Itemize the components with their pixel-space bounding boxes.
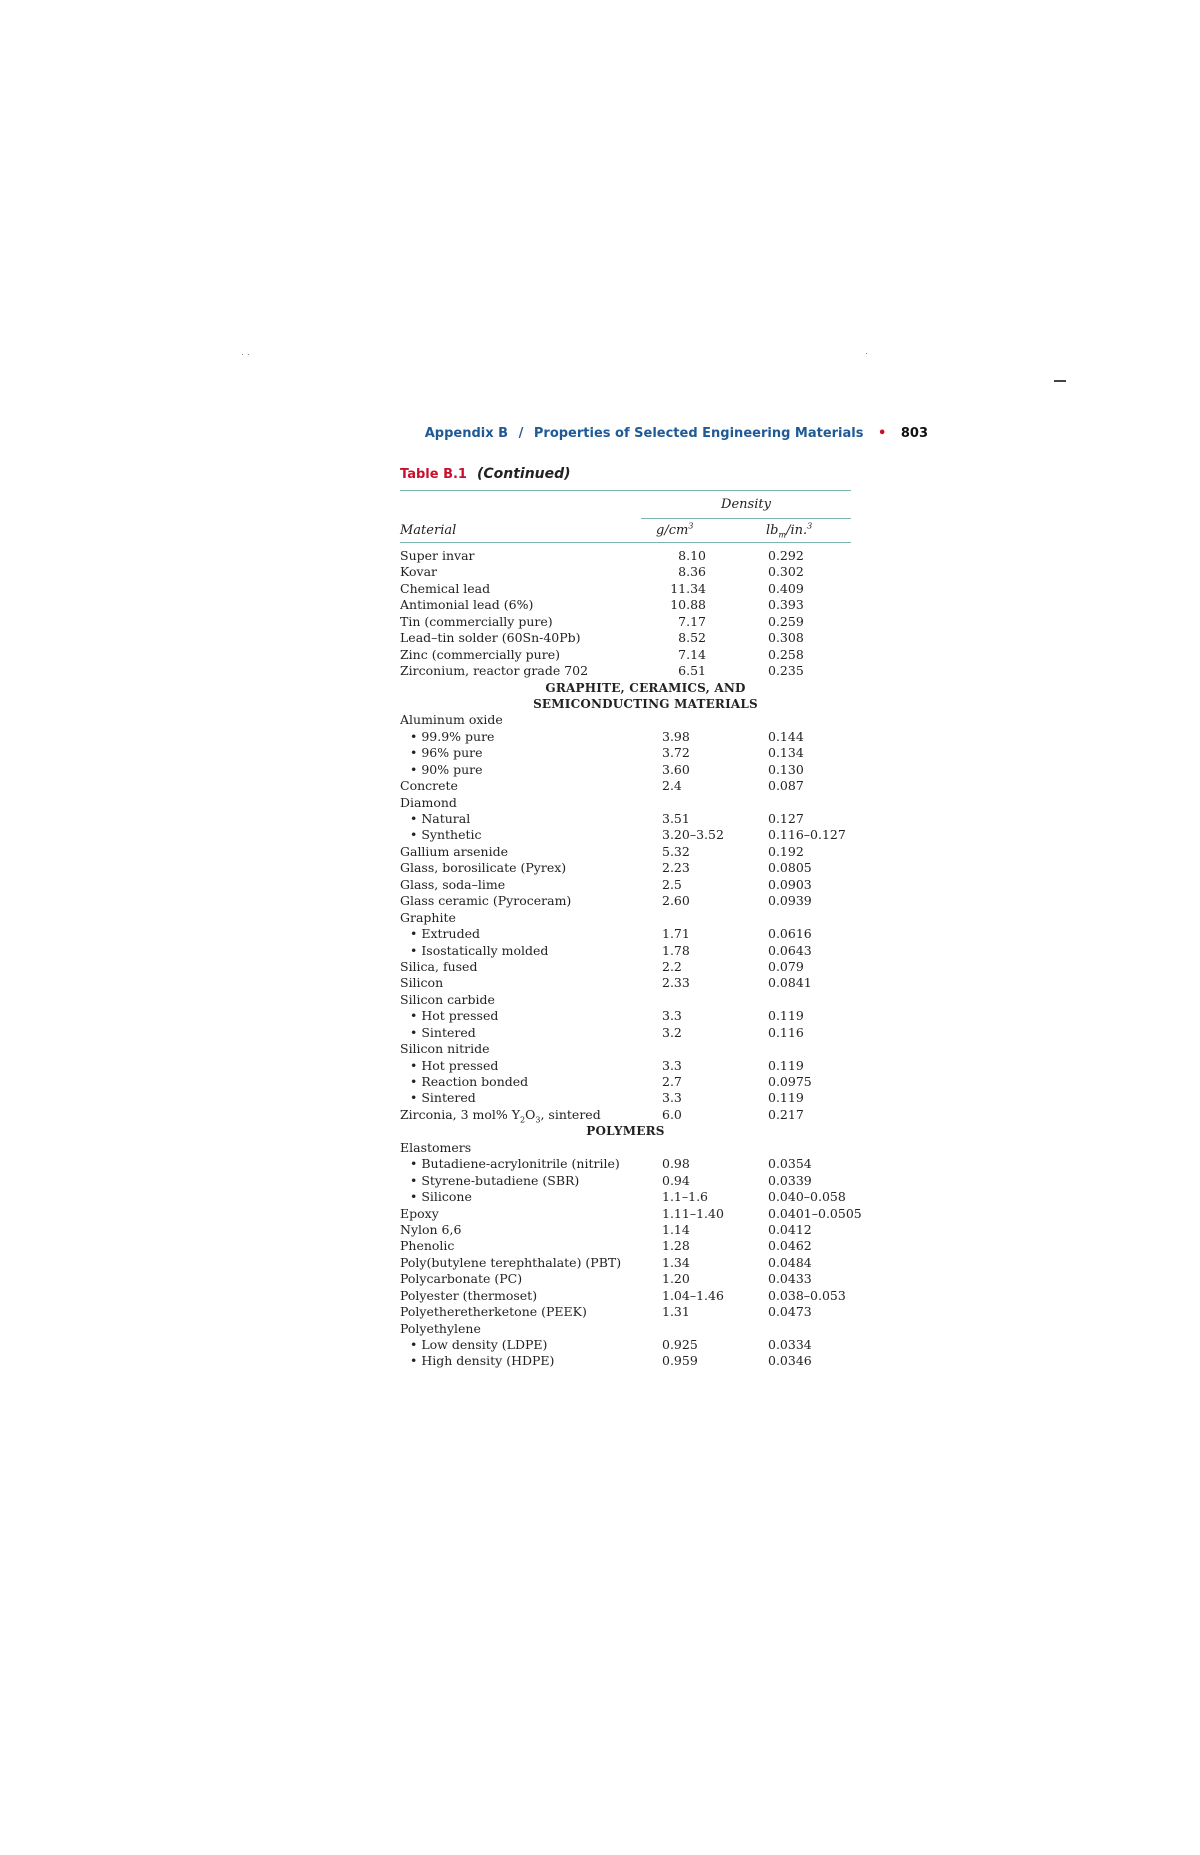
density-gcm3: 1.14 <box>662 1221 690 1237</box>
material-name: Antimonial lead (6%) <box>400 597 534 613</box>
table-row <box>400 877 851 893</box>
material-name: • 90% pure <box>410 761 483 777</box>
density-header: Density <box>721 497 771 512</box>
material-name: Zirconium, reactor grade 702 <box>400 663 589 679</box>
density-gcm3: 0.959 <box>662 1353 698 1369</box>
density-gcm3: 1.20 <box>662 1271 690 1287</box>
density-lbm-in3: 0.393 <box>768 597 804 613</box>
material-name: Zinc (commercially pure) <box>400 646 560 662</box>
scan-speck <box>242 354 243 355</box>
density-lbm-in3: 0.038–0.053 <box>768 1287 846 1303</box>
ceramics-group <box>400 712 851 1107</box>
section-header-ceramics: GRAPHITE, CERAMICS, AND SEMICONDUCTING MATERIALS <box>533 680 758 711</box>
material-column-header: Material <box>400 523 457 538</box>
table-row <box>400 910 851 926</box>
density-gcm3: 2.5 <box>662 876 682 892</box>
table-row <box>400 926 851 942</box>
table-row <box>400 1090 851 1106</box>
material-name: Glass ceramic (Pyroceram) <box>400 893 572 909</box>
density-lbm-in3: 0.217 <box>768 1106 804 1122</box>
density-gcm3: 8.10 <box>678 548 706 563</box>
material-name: Glass, soda–lime <box>400 876 506 892</box>
metals-group <box>400 548 851 680</box>
lbm-in3-column-header: $lb_m/in.^3$ <box>766 521 813 540</box>
density-gcm3: 0.98 <box>662 1156 690 1172</box>
material-name: Polycarbonate (PC) <box>400 1271 523 1287</box>
density-lbm-in3: 0.119 <box>768 1057 804 1073</box>
density-gcm3: 2.23 <box>662 860 690 876</box>
table-row <box>400 1271 851 1287</box>
density-gcm3: 8.52 <box>678 630 706 646</box>
separator: / <box>518 426 524 441</box>
material-name: Silicon nitride <box>400 1041 490 1057</box>
table-row <box>400 712 851 728</box>
table-row <box>400 1107 851 1123</box>
material-name: Silicon <box>400 975 444 991</box>
density-lbm-in3: 0.0473 <box>768 1304 812 1320</box>
table-row <box>400 992 851 1008</box>
table-row <box>400 1058 851 1074</box>
density-gcm3: 3.72 <box>662 745 690 761</box>
table-row <box>400 1041 851 1057</box>
density-lbm-in3: 0.116 <box>768 1024 804 1040</box>
table-row <box>400 827 851 843</box>
table-row <box>400 564 851 580</box>
material-name: Zirconia, 3 mol% $Y_2O_3$, sintered <box>400 1106 601 1125</box>
density-lbm-in3: 0.0903 <box>768 876 812 892</box>
density-lbm-in3: 0.079 <box>768 958 804 974</box>
density-gcm3: 1.31 <box>662 1304 690 1320</box>
material-name: Gallium arsenide <box>400 843 508 859</box>
material-name: Chemical lead <box>400 580 491 596</box>
density-lbm-in3: 0.308 <box>768 630 804 646</box>
margin-dash <box>1054 380 1066 382</box>
table-row <box>400 1156 851 1172</box>
material-name: Elastomers <box>400 1139 472 1155</box>
density-gcm3: 8.36 <box>678 564 706 580</box>
density-gcm3: 10.88 <box>670 597 706 613</box>
table-row <box>400 1321 851 1337</box>
material-name: Kovar <box>400 564 438 580</box>
density-lbm-in3: 0.292 <box>768 548 804 563</box>
section-header-polymers: POLYMERS <box>586 1124 665 1139</box>
gcm3-column-header: $g/cm^3$ <box>656 521 694 538</box>
density-gcm3: 3.51 <box>662 811 690 827</box>
appendix-label: Appendix B <box>424 426 509 441</box>
table-row <box>400 548 851 564</box>
density-lbm-in3: 0.0433 <box>768 1271 812 1287</box>
material-name: Super invar <box>400 548 475 563</box>
table-row <box>400 811 851 827</box>
table-row <box>400 1008 851 1024</box>
density-lbm-in3: 0.259 <box>768 613 804 629</box>
table-row <box>400 597 851 613</box>
density-lbm-in3: 0.258 <box>768 646 804 662</box>
material-name: Polyethylene <box>400 1320 481 1336</box>
density-gcm3: 1.11–1.40 <box>662 1205 724 1221</box>
density-gcm3: 2.7 <box>662 1074 682 1090</box>
density-gcm3: 1.34 <box>662 1254 690 1270</box>
material-name: Polyester (thermoset) <box>400 1287 538 1303</box>
density-rule <box>641 518 851 519</box>
material-name: Concrete <box>400 778 458 794</box>
table-row <box>400 1222 851 1238</box>
material-name: • Reaction bonded <box>410 1074 529 1090</box>
table-row <box>400 663 851 679</box>
density-lbm-in3: 0.0805 <box>768 860 812 876</box>
density-lbm-in3: 0.0339 <box>768 1172 812 1188</box>
density-gcm3: 1.78 <box>662 942 690 958</box>
density-gcm3: 2.4 <box>662 778 682 794</box>
running-head <box>360 426 928 441</box>
density-gcm3: 11.34 <box>670 580 706 596</box>
table-row <box>400 614 851 630</box>
density-lbm-in3: 0.116–0.127 <box>768 827 846 843</box>
table-row <box>400 581 851 597</box>
material-name: • Hot pressed <box>410 1057 499 1073</box>
header-rule <box>400 542 851 543</box>
material-name: Tin (commercially pure) <box>400 613 553 629</box>
continued-label: (Continued) <box>476 466 571 482</box>
density-gcm3: 6.51 <box>678 663 706 679</box>
chapter-title: Properties of Selected Engineering Materials <box>533 426 864 441</box>
density-gcm3: 3.98 <box>662 728 690 744</box>
density-lbm-in3: 0.0334 <box>768 1337 812 1353</box>
density-lbm-in3: 0.235 <box>768 663 804 679</box>
table-row <box>400 860 851 876</box>
table-row <box>400 1337 851 1353</box>
density-gcm3: 7.14 <box>678 646 706 662</box>
material-name: • Hot pressed <box>410 1008 499 1024</box>
density-gcm3: 3.60 <box>662 761 690 777</box>
table-row <box>400 1288 851 1304</box>
table-row <box>400 959 851 975</box>
density-gcm3: 5.32 <box>662 843 690 859</box>
material-name: • Extruded <box>410 926 480 942</box>
density-lbm-in3: 0.134 <box>768 745 804 761</box>
density-gcm3: 1.71 <box>662 926 690 942</box>
table-row <box>400 1304 851 1320</box>
density-gcm3: 3.3 <box>662 1008 682 1024</box>
density-lbm-in3: 0.127 <box>768 811 804 827</box>
density-lbm-in3: 0.130 <box>768 761 804 777</box>
table-row <box>400 1173 851 1189</box>
table-row <box>400 1255 851 1271</box>
density-lbm-in3: 0.409 <box>768 580 804 596</box>
table-row <box>400 630 851 646</box>
page-number: 803 <box>900 426 928 441</box>
table-row <box>400 762 851 778</box>
material-name: • Sintered <box>410 1024 476 1040</box>
material-name: Epoxy <box>400 1205 439 1221</box>
density-lbm-in3: 0.119 <box>768 1090 804 1106</box>
material-name: Phenolic <box>400 1238 455 1254</box>
density-gcm3: 2.2 <box>662 958 682 974</box>
table-row <box>400 795 851 811</box>
material-name: • High density (HDPE) <box>410 1353 555 1369</box>
density-lbm-in3: 0.0975 <box>768 1074 812 1090</box>
density-lbm-in3: 0.0401–0.0505 <box>768 1205 862 1221</box>
material-name: Nylon 6,6 <box>400 1221 462 1237</box>
material-name: Silica, fused <box>400 958 478 974</box>
density-gcm3: 6.0 <box>662 1106 682 1122</box>
density-lbm-in3: 0.0346 <box>768 1353 812 1369</box>
density-gcm3: 0.94 <box>662 1172 690 1188</box>
material-name: Silicon carbide <box>400 991 495 1007</box>
density-gcm3: 1.28 <box>662 1238 690 1254</box>
material-name: Diamond <box>400 794 457 810</box>
table-row <box>400 844 851 860</box>
table-row <box>400 893 851 909</box>
table-row <box>400 1189 851 1205</box>
material-name: • 96% pure <box>410 745 483 761</box>
table-row <box>400 975 851 991</box>
density-lbm-in3: 0.0484 <box>768 1254 812 1270</box>
density-lbm-in3: 0.087 <box>768 778 804 794</box>
density-lbm-in3: 0.0412 <box>768 1221 812 1237</box>
density-gcm3: 0.925 <box>662 1337 698 1353</box>
density-gcm3: 3.2 <box>662 1024 682 1040</box>
material-name: • Silicone <box>410 1189 472 1205</box>
material-name: • Isostatically molded <box>410 942 549 958</box>
table-row <box>400 1140 851 1156</box>
density-lbm-in3: 0.302 <box>768 564 804 580</box>
density-lbm-in3: 0.144 <box>768 728 804 744</box>
density-lbm-in3: 0.0841 <box>768 975 812 991</box>
density-gcm3: 2.60 <box>662 893 690 909</box>
scan-speck <box>866 353 867 354</box>
density-lbm-in3: 0.0643 <box>768 942 812 958</box>
density-lbm-in3: 0.0462 <box>768 1238 812 1254</box>
density-table-body <box>400 548 862 1370</box>
table-row <box>400 729 851 745</box>
polymers-group <box>400 1139 862 1370</box>
material-name: • 99.9% pure <box>410 728 495 744</box>
table-row <box>400 778 851 794</box>
material-name: Poly(butylene terephthalate) (PBT) <box>400 1254 622 1270</box>
table-row <box>400 647 851 663</box>
density-lbm-in3: 0.0354 <box>768 1156 812 1172</box>
density-gcm3: 3.3 <box>662 1057 682 1073</box>
density-lbm-in3: 0.119 <box>768 1008 804 1024</box>
material-name: Polyetheretherketone (PEEK) <box>400 1304 587 1320</box>
density-lbm-in3: 0.192 <box>768 843 804 859</box>
material-name: Aluminum oxide <box>400 712 503 728</box>
material-name: Lead–tin solder (60Sn-40Pb) <box>400 630 581 646</box>
bullet-dot: • <box>878 426 887 441</box>
material-name: • Butadiene-acrylonitrile (nitrile) <box>410 1156 620 1172</box>
density-gcm3: 1.04–1.46 <box>662 1287 724 1303</box>
density-gcm3: 3.20–3.52 <box>662 827 724 843</box>
table-row <box>400 1205 862 1222</box>
density-gcm3: 3.3 <box>662 1090 682 1106</box>
density-gcm3: 2.33 <box>662 975 690 991</box>
table-row <box>400 1074 851 1090</box>
material-name: Graphite <box>400 909 456 925</box>
density-lbm-in3: 0.0939 <box>768 893 812 909</box>
table-row <box>400 745 851 761</box>
material-name: • Styrene-butadiene (SBR) <box>410 1172 580 1188</box>
density-lbm-in3: 0.0616 <box>768 926 812 942</box>
material-name: • Sintered <box>410 1090 476 1106</box>
table-row <box>400 1353 851 1369</box>
material-name: • Low density (LDPE) <box>410 1337 548 1353</box>
table-label: Table B.1 <box>400 467 467 482</box>
density-lbm-in3: 0.040–0.058 <box>768 1189 846 1205</box>
table-row <box>400 1025 851 1041</box>
density-gcm3: 7.17 <box>678 613 706 629</box>
table-row <box>400 1238 851 1254</box>
scan-speck <box>248 354 249 355</box>
table-row <box>400 943 851 959</box>
material-name: Glass, borosilicate (Pyrex) <box>400 860 567 876</box>
material-name: • Synthetic <box>410 827 482 843</box>
material-name: • Natural <box>410 811 471 827</box>
top-rule <box>400 490 851 491</box>
table-caption <box>400 466 571 482</box>
density-gcm3: 1.1–1.6 <box>662 1189 709 1205</box>
